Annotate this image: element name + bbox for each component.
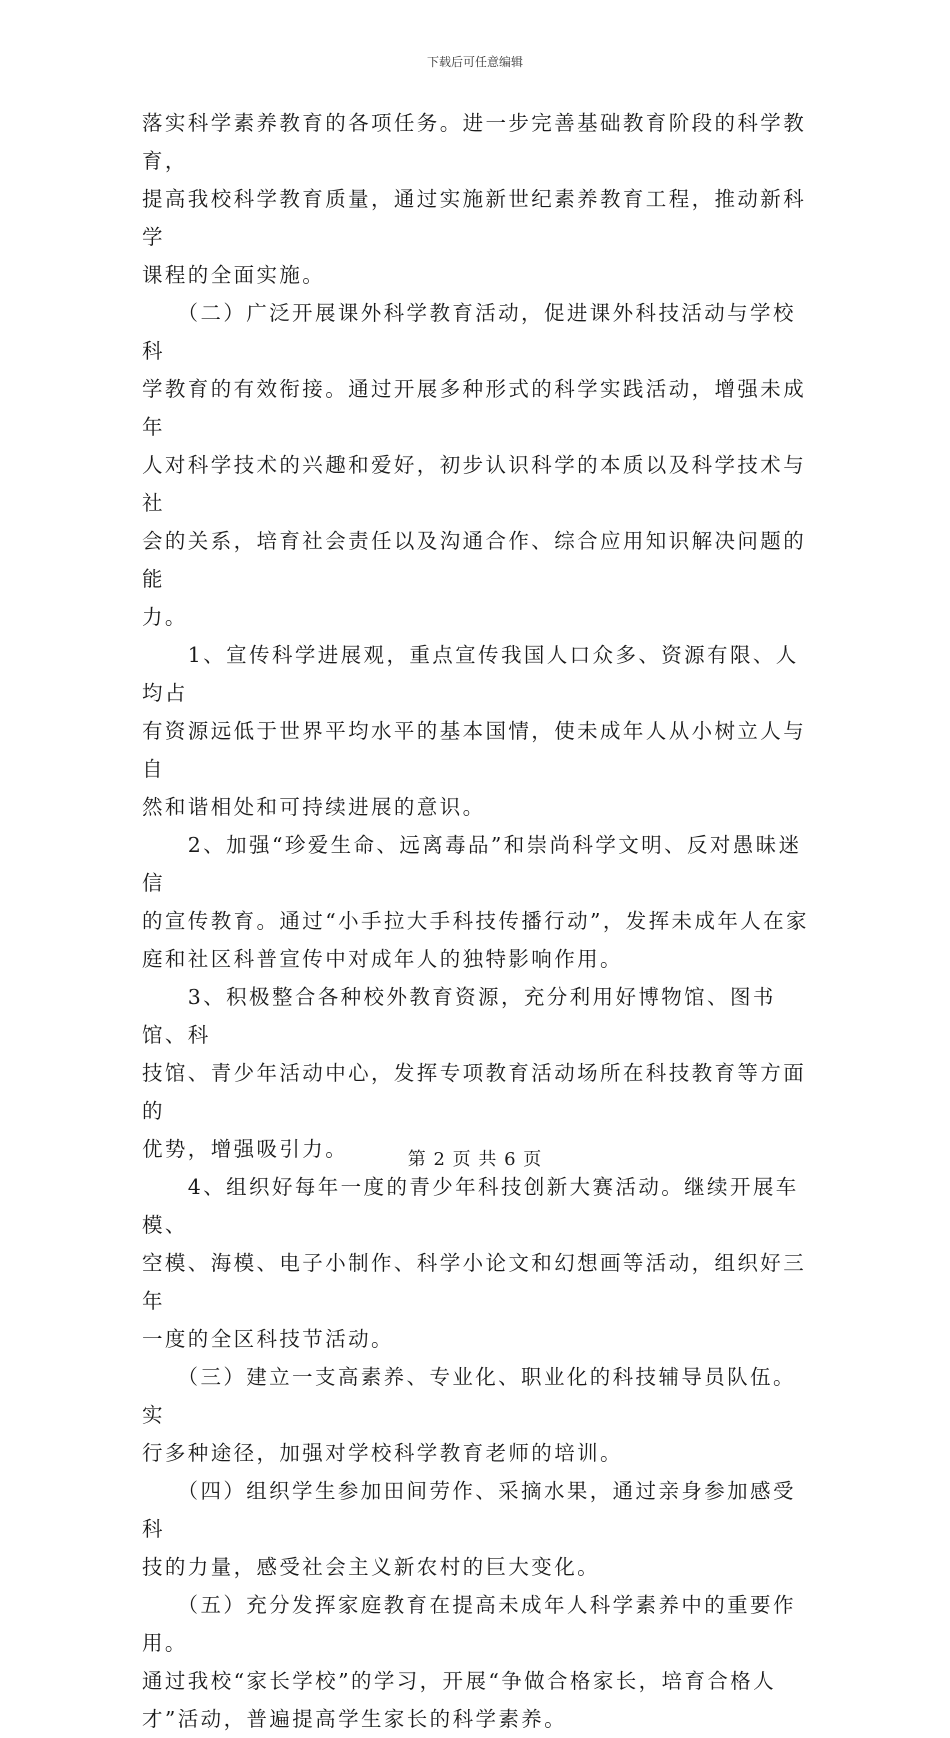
page-number: 第 2 页 共 6 页: [407, 1149, 543, 1170]
paragraph-section-4: （四）组织学生参加田间劳作、采摘水果，通过亲身参加感受科 技的力量，感受社会主义新农村的巨大变化。: [142, 1479, 796, 1579]
paragraph-section-2: （二）广泛开展课外科学教育活动，促进课外科技活动与学校科 学教育的有效衔接。通过开展多种形式的科学实践活动，增强未成年 人对科学技术的兴趣和爱好，初步认识科学的本质以及科学技术与社 会的关系，培育社会责任以及沟通合作、综合应用知识解决问题的能 力。: [142, 301, 807, 629]
paragraph-continuation: 落实科学素养教育的各项任务。进一步完善基础教育阶段的科学教育， 提高我校科学教育质量，通过实施新世纪素养教育工程，推动新科学 课程的全面实施。: [142, 111, 807, 287]
page-header: 下载后可任意编辑: [426, 55, 523, 69]
paragraph-item-1: 1、宣传科学进展观，重点宣传我国人口众多、资源有限、人均占 有资源远低于世界平均水平的基本国情，使未成年人从小树立人与自 然和谐相处和可持续进展的意识。: [142, 643, 807, 819]
paragraph-item-2: 2、加强“珍爱生命、远离毒品”和崇尚科学文明、反对愚昧迷信 的宣传教育。通过“小手拉大手科技传播行动”，发挥未成年人在家 庭和社区科普宣传中对成年人的独特影响作用。: [142, 833, 809, 971]
paragraph-section-3: （三）建立一支高素养、专业化、职业化的科技辅导员队伍。实 行多种途径，加强对学校科学教育老师的培训。: [142, 1365, 796, 1465]
paragraph-item-4: 4、组织好每年一度的青少年科技创新大赛活动。继续开展车模、 空模、海模、电子小制作、科学小论文和幻想画等活动，组织好三年 一度的全区科技节活动。: [142, 1175, 807, 1351]
document-body: [142, 104, 814, 1738]
paragraph-section-5: （五）充分发挥家庭教育在提高未成年人科学素养中的重要作用。 通过我校“家长学校”的学习，开展“争做合格家长，培育合格人 才”活动，普遍提高学生家长的科学素养。: [142, 1593, 796, 1731]
paragraph-item-3: 3、积极整合各种校外教育资源，充分利用好博物馆、图书馆、科 技馆、青少年活动中心，发挥专项教育活动场所在科技教育等方面的 优势，增强吸引力。: [142, 985, 807, 1161]
